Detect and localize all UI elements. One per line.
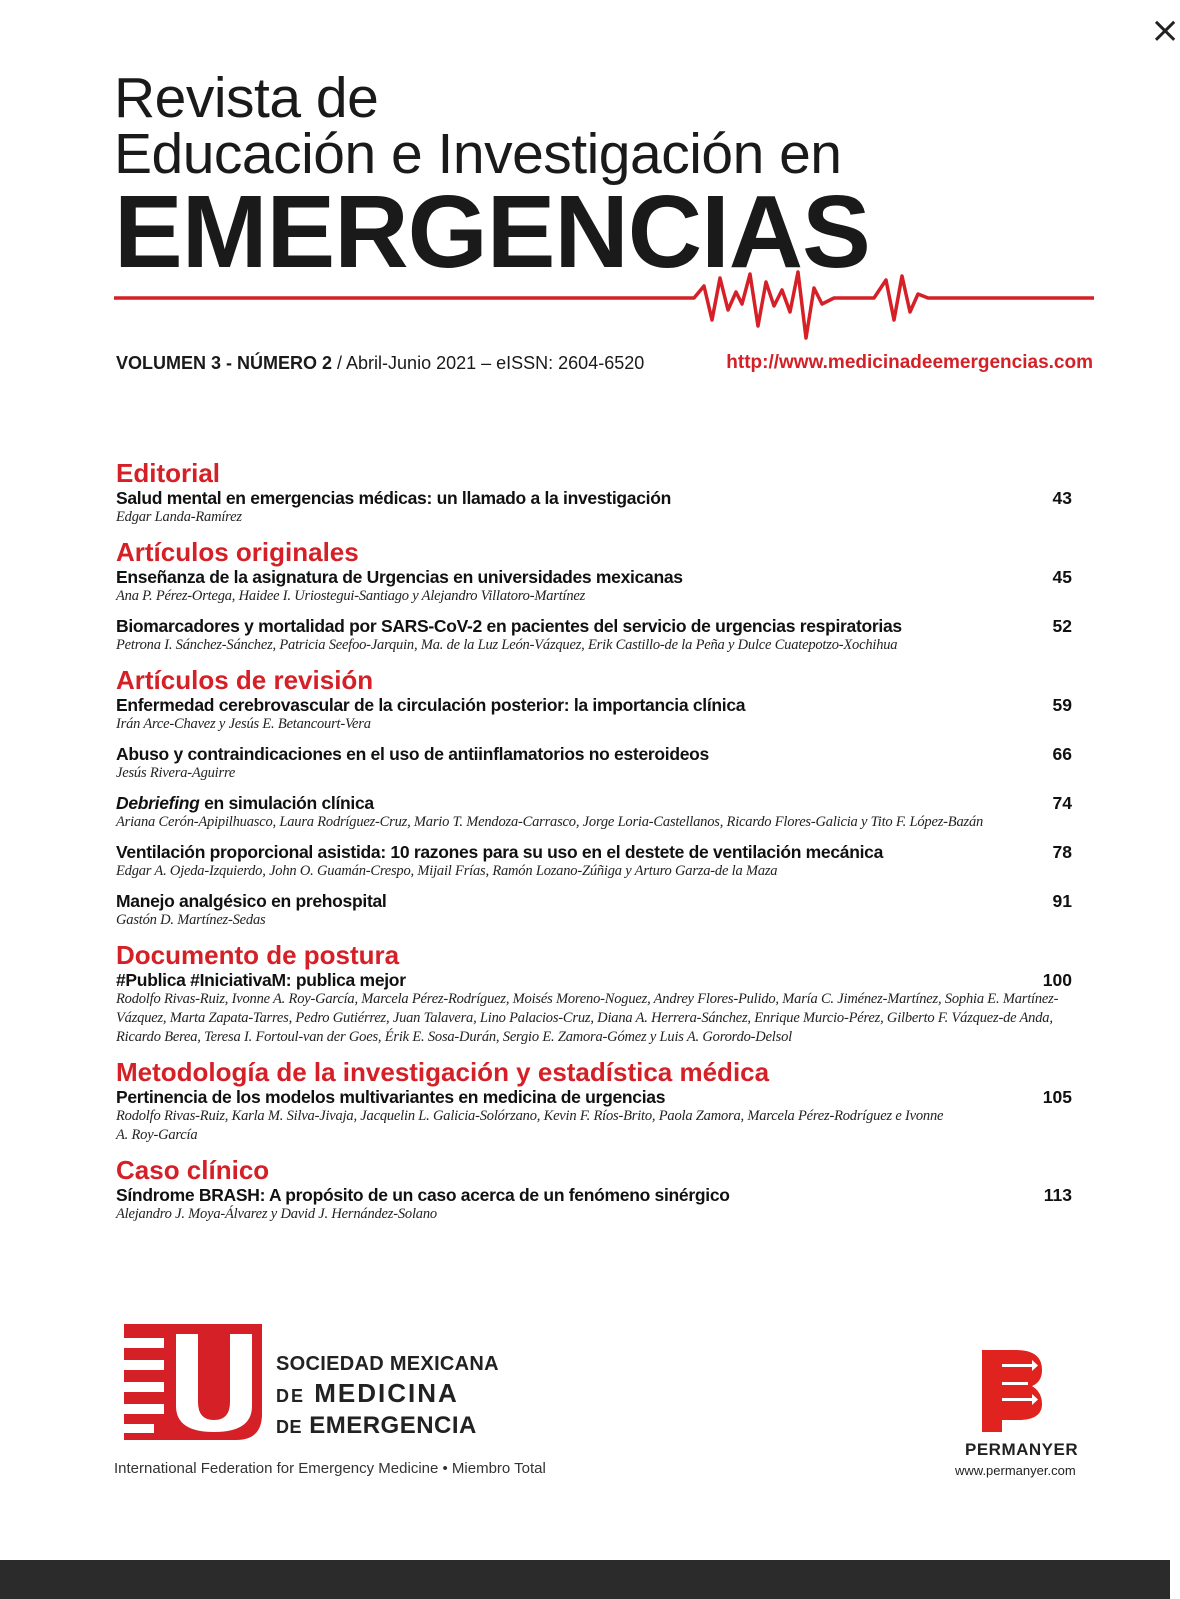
issue-info xyxy=(116,353,644,374)
toc-entry[interactable] xyxy=(116,970,1096,1047)
bottom-bar xyxy=(0,1560,1170,1599)
entry-authors: Rodolfo Rivas-Ruiz, Ivonne A. Roy-García, Marcela Pérez-Rodríguez, Moisés Moreno-Noguez, Andrey Flores-Pulido, María C. Jiménez-Martínez, Sophia E. Martínez-Vázquez, Marta Zapata-Tarres, Pedro Gutiérrez, Juan Talavera, Lino Palacios-Cruz, Diana A. Herrera-Sánchez, Enrique Murcio-Pérez, Gilberto F. Vázquez-de Anda, Ricardo Berea, Teresa I. Fortoul-van der Goes, Érik E. Sosa-Durán, Sergio E. Zamora-Gómez y Luis A. Gorordo-Delsol xyxy=(116,991,1059,1045)
masthead-title: EMERGENCIAS xyxy=(114,174,870,289)
toc-entry[interactable] xyxy=(116,1087,1096,1145)
toc-entry[interactable] xyxy=(116,744,1096,783)
entry-page: 100 xyxy=(1042,970,1072,990)
toc-section-revision xyxy=(116,665,1096,930)
smme-medicina: MEDICINA xyxy=(314,1378,459,1408)
entry-title: #Publica #IniciativaM: publica mejor xyxy=(116,970,406,990)
entry-page: 59 xyxy=(1052,695,1072,715)
toc-entry[interactable] xyxy=(116,842,1096,881)
smme-name xyxy=(276,1350,499,1442)
section-title: Documento de postura xyxy=(116,940,400,970)
entry-authors: Irán Arce-Chavez y Jesús E. Betancourt-Vera xyxy=(116,716,371,732)
entry-authors: Petrona I. Sánchez-Sánchez, Patricia Seefoo-Jarquin, Ma. de la Luz León-Vázquez, Erik Castillo-de la Peña y Dulce Cuatepotzo-Xochihua xyxy=(116,637,898,653)
smme-de-1: DE xyxy=(276,1386,306,1406)
issue-date-issn: / Abril-Junio 2021 – eISSN: 2604-6520 xyxy=(332,353,645,373)
toc-section-postura xyxy=(116,940,1096,1047)
permanyer-url-link[interactable]: www.permanyer.com xyxy=(955,1463,1076,1478)
volume-number: VOLUMEN 3 - NÚMERO 2 xyxy=(116,353,333,373)
entry-page: 78 xyxy=(1052,842,1072,862)
entry-title: Manejo analgésico en prehospital xyxy=(116,891,387,911)
entry-authors: Edgar Landa-Ramírez xyxy=(116,509,242,525)
toc-entry[interactable] xyxy=(116,891,1096,930)
entry-title: Abuso y contraindicaciones en el uso de antiinflamatorios no esteroideos xyxy=(116,744,709,764)
smme-line-3 xyxy=(276,1411,499,1442)
toc-entry[interactable] xyxy=(116,488,1096,527)
entry-authors: Ariana Cerón-Apipilhuasco, Laura Rodríguez-Cruz, Mario T. Mendoza-Carrasco, Jorge Loria-Castellanos, Ricardo Flores-Galicia y Tito F. López-Bazán xyxy=(116,814,984,830)
entry-authors: Rodolfo Rivas-Ruiz, Karla M. Silva-Jivaja, Jacquelin L. Galicia-Solórzano, Kevin F. Ríos-Brito, Paola Zamora, Marcela Pérez-Rodríguez e Ivonne A. Roy-García xyxy=(116,1108,944,1143)
masthead-line-2: Educación e Investigación en xyxy=(114,122,842,186)
entry-page: 113 xyxy=(1043,1185,1072,1205)
entry-authors: Jesús Rivera-Aguirre xyxy=(116,765,236,781)
entry-title xyxy=(116,793,1096,813)
masthead-line-1: Revista de xyxy=(114,66,379,130)
entry-authors: Alejandro J. Moya-Álvarez y David J. Hernández-Solano xyxy=(116,1206,437,1222)
entry-title: Salud mental en emergencias médicas: un llamado a la investigación xyxy=(116,488,671,508)
entry-page: 43 xyxy=(1052,488,1072,508)
toc-section-editorial xyxy=(116,458,1096,527)
toc-section-caso-clinico xyxy=(116,1155,1096,1224)
toc-entry[interactable] xyxy=(116,616,1096,655)
close-icon[interactable]: × xyxy=(1150,10,1180,51)
smme-line-1: SOCIEDAD MEXICANA xyxy=(276,1353,499,1375)
entry-page: 66 xyxy=(1052,744,1072,764)
toc-section-metodologia xyxy=(116,1057,1096,1145)
journal-url-link[interactable]: http://www.medicinadeemergencias.com xyxy=(726,352,1093,373)
footer xyxy=(0,1310,1170,1500)
entry-page: 91 xyxy=(1052,891,1072,911)
entry-page: 52 xyxy=(1052,616,1072,636)
toc-section-originales xyxy=(116,537,1096,655)
entry-title-italic: Debriefing xyxy=(116,793,200,813)
permanyer-logo-icon xyxy=(982,1350,1044,1432)
section-title: Editorial xyxy=(116,458,221,488)
entry-title: Síndrome BRASH: A propósito de un caso acerca de un fenómeno sinérgico xyxy=(116,1185,730,1205)
entry-page: 45 xyxy=(1052,567,1072,587)
section-title: Artículos de revisión xyxy=(116,665,374,695)
entry-page: 105 xyxy=(1042,1087,1072,1107)
entry-authors: Gastón D. Martínez-Sedas xyxy=(116,912,266,928)
entry-title-rest: en simulación clínica xyxy=(199,793,374,813)
entry-title: Pertinencia de los modelos multivariantes en medicina de urgencias xyxy=(116,1087,666,1107)
entry-authors: Edgar A. Ojeda-Izquierdo, John O. Guamán-Crespo, Mijail Frías, Ramón Lozano-Zúñiga y Arturo Garza-de la Maza xyxy=(116,863,778,879)
ifem-member-text: International Federation for Emergency Medicine • Miembro Total xyxy=(114,1460,546,1477)
toc-entry[interactable] xyxy=(116,695,1096,734)
smme-de-2: DE xyxy=(276,1417,303,1437)
smme-logo-icon xyxy=(114,1318,264,1442)
entry-page: 74 xyxy=(1052,793,1072,813)
section-title: Caso clínico xyxy=(116,1155,270,1185)
table-of-contents xyxy=(116,458,1096,1234)
toc-entry[interactable] xyxy=(116,567,1096,606)
entry-title: Ventilación proporcional asistida: 10 razones para su uso en el destete de ventilación mecánica xyxy=(116,842,884,862)
smme-line-2 xyxy=(276,1379,499,1411)
entry-authors: Ana P. Pérez-Ortega, Haidee I. Uriostegui-Santiago y Alejandro Villatoro-Martínez xyxy=(116,588,586,604)
toc-entry[interactable] xyxy=(116,1185,1096,1224)
entry-title: Biomarcadores y mortalidad por SARS-CoV-2 en pacientes del servicio de urgencias respiratorias xyxy=(116,616,902,636)
toc-entry[interactable] xyxy=(116,793,1096,832)
journal-masthead xyxy=(114,66,870,289)
section-title: Artículos originales xyxy=(116,537,359,567)
entry-title: Enseñanza de la asignatura de Urgencias en universidades mexicanas xyxy=(116,567,683,587)
section-title: Metodología de la investigación y estadística médica xyxy=(116,1057,770,1087)
ecg-line-icon xyxy=(114,268,1094,348)
smme-emergencia: EMERGENCIA xyxy=(309,1412,477,1439)
entry-title: Enfermedad cerebrovascular de la circulación posterior: la importancia clínica xyxy=(116,695,746,715)
permanyer-name: PERMANYER xyxy=(965,1440,1079,1459)
